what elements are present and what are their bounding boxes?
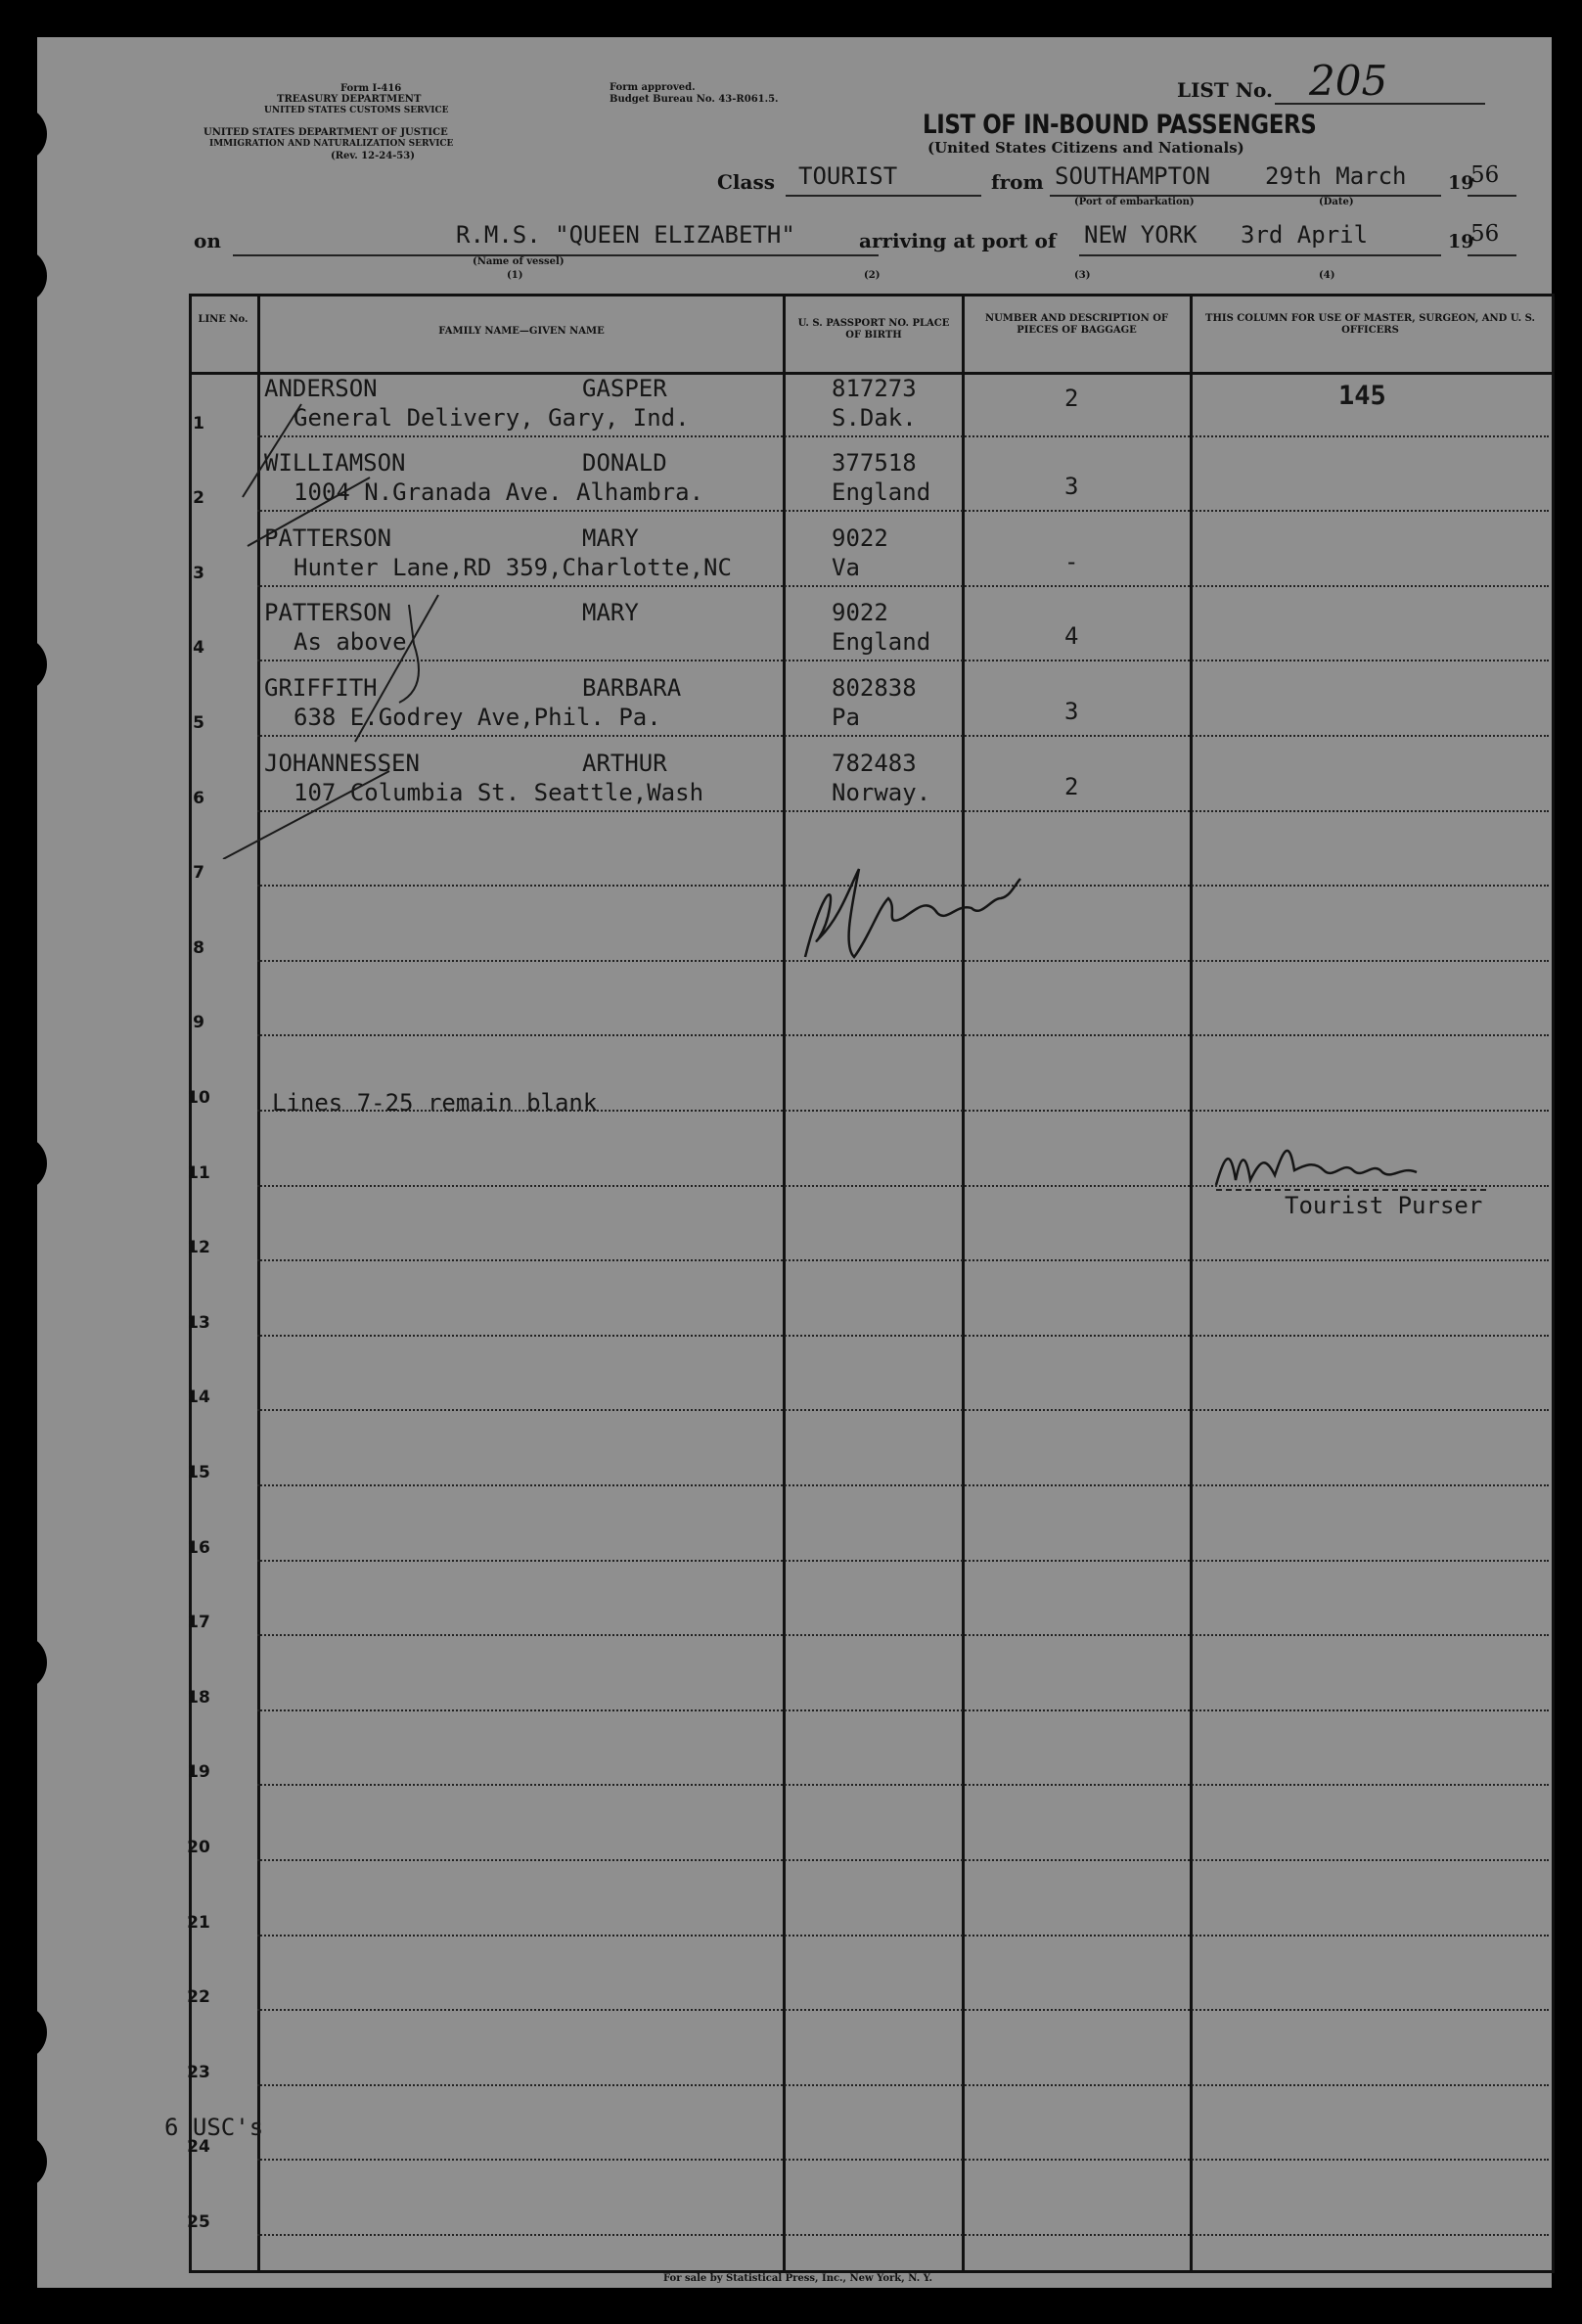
row-divider (257, 1634, 1549, 1636)
line-number: 20 (187, 1838, 210, 1857)
passenger-family-name: PATTERSON (264, 599, 392, 627)
passenger-address: 638 E.Godrey Ave,Phil. Pa. (294, 704, 661, 731)
line-number: 15 (187, 1463, 210, 1482)
remain-blank-note: Lines 7-25 remain blank (272, 1089, 598, 1116)
passenger-passport: 802838 (832, 674, 917, 702)
year-prefix: 19 (1448, 172, 1474, 194)
col-index-2: (2) (864, 270, 881, 281)
page-title: LIST OF IN-BOUND PASSENGERS (923, 110, 1317, 140)
passenger-family-name: GRIFFITH (264, 674, 378, 702)
row-divider (257, 2009, 1549, 2011)
passenger-baggage: - (1064, 547, 1079, 575)
binder-hole (0, 1634, 47, 1691)
passenger-address: 107 Columbia St. Seattle,Wash (294, 778, 704, 806)
binder-hole (0, 1135, 47, 1192)
passenger-passport: 9022 (832, 599, 888, 627)
passenger-given-name: ARTHUR (582, 749, 667, 777)
passenger-address: Hunter Lane,RD 359,Charlotte,NC (294, 553, 732, 581)
row-divider (257, 1935, 1549, 1937)
year-value: 56 (1470, 162, 1500, 188)
page-subtitle: (United States Citizens and Nationals) (927, 139, 1244, 157)
header-officers: THIS COLUMN FOR USE OF MASTER, SURGEON, AND U. S. OFFICERS (1205, 313, 1535, 336)
line-number: 3 (193, 563, 204, 583)
passenger-birthplace: England (832, 478, 931, 507)
row-divider (257, 1335, 1549, 1337)
from-port: SOUTHAMPTON (1055, 162, 1210, 190)
from-date: 29th March (1265, 162, 1407, 190)
passenger-birthplace: S.Dak. (832, 403, 917, 432)
row-divider (257, 1034, 1549, 1036)
line-number: 19 (187, 1762, 210, 1783)
revision: (Rev. 12-24-53) (331, 151, 415, 161)
budget-bureau: Budget Bureau No. 43-R061.5. (610, 94, 779, 105)
line-number: 4 (193, 638, 204, 659)
vessel-caption: (Name of vessel) (473, 256, 565, 267)
treasury-dept: TREASURY DEPARTMENT (277, 94, 422, 105)
passenger-family-name: WILLIAMSON (264, 449, 406, 478)
year-value-2: 56 (1470, 221, 1500, 247)
passenger-baggage: 3 (1064, 698, 1079, 725)
passenger-address: General Delivery, Gary, Ind. (294, 403, 690, 432)
passenger-passport: 9022 (832, 524, 888, 552)
binder-hole (0, 636, 47, 693)
binder-hole (0, 2004, 47, 2061)
passenger-passport: 782483 (832, 749, 917, 777)
row-divider (257, 1560, 1549, 1562)
from-label: from (991, 170, 1044, 194)
line-number: 22 (187, 1987, 210, 2008)
row-divider (257, 1259, 1549, 1261)
passenger-baggage: 4 (1064, 622, 1079, 651)
passenger-given-name: MARY (582, 599, 639, 627)
line-number: 17 (187, 1613, 210, 1633)
passenger-birthplace: Pa (832, 704, 860, 731)
passenger-given-name: MARY (582, 524, 639, 552)
header-name: FAMILY NAME—GIVEN NAME (438, 326, 605, 337)
line-number: 8 (193, 937, 204, 958)
list-label: LIST No. (1177, 78, 1273, 102)
passenger-address: As above (294, 628, 407, 657)
class-label: Class (717, 170, 775, 194)
year-prefix-2: 19 (1448, 231, 1474, 252)
line-number: 9 (193, 1013, 204, 1033)
passenger-birthplace: Va (832, 553, 860, 581)
line-number: 21 (187, 1912, 210, 1933)
passenger-baggage: 2 (1064, 384, 1079, 412)
customs-service: UNITED STATES CUSTOMS SERVICE (264, 106, 449, 115)
passenger-address: 1004 N.Granada Ave. Alhambra. (294, 478, 704, 507)
line-number: 18 (187, 1687, 210, 1708)
passenger-passport: 817273 (832, 374, 917, 402)
arrival-port: NEW YORK (1084, 221, 1198, 249)
header-line-no: LINE No. (198, 314, 249, 325)
purser-title: Tourist Purser (1285, 1192, 1483, 1219)
officer-mark: 145 (1338, 380, 1386, 411)
row-divider (257, 1859, 1549, 1861)
passenger-family-name: ANDERSON (264, 374, 378, 402)
line-number: 5 (193, 713, 204, 733)
row-divider (257, 2234, 1549, 2236)
inspector-signature (791, 840, 1045, 986)
arrival-date: 3rd April (1241, 221, 1369, 249)
line-number: 1 (193, 413, 204, 433)
line-number: 7 (193, 863, 204, 884)
checkmarks-drawing (184, 350, 830, 859)
port-caption: (Port of embarkation) (1074, 197, 1195, 207)
usc-note: 6 USC's (164, 2114, 264, 2141)
line-number: 24 (187, 2137, 210, 2158)
binder-hole (0, 248, 47, 304)
row-divider (257, 1409, 1549, 1411)
passenger-passport: 377518 (832, 449, 917, 478)
row-divider (257, 1709, 1549, 1711)
binder-hole (0, 2133, 47, 2190)
row-divider (257, 1784, 1549, 1786)
justice-dept: UNITED STATES DEPARTMENT OF JUSTICE (203, 127, 448, 138)
footer-note: For sale by Statistical Press, Inc., New York, N. Y. (663, 2273, 932, 2284)
line-number: 16 (187, 1537, 210, 1558)
line-number: 25 (187, 2212, 210, 2232)
date-caption: (Date) (1319, 197, 1354, 207)
line-number: 13 (187, 1312, 210, 1333)
document-page (37, 37, 1552, 2288)
row-divider (257, 2084, 1549, 2086)
passenger-given-name: DONALD (582, 449, 667, 478)
row-divider (257, 1484, 1549, 1486)
binder-hole (0, 106, 47, 162)
class-value: TOURIST (798, 162, 898, 190)
list-number: 205 (1309, 57, 1388, 105)
ins-service: IMMIGRATION AND NATURALIZATION SERVICE (209, 139, 454, 149)
line-number: 14 (187, 1388, 210, 1408)
arriving-label: arriving at port of (859, 229, 1057, 252)
line-number: 10 (187, 1088, 210, 1108)
passenger-given-name: GASPER (582, 374, 667, 402)
col-index-3: (3) (1074, 270, 1091, 281)
line-number: 11 (187, 1162, 210, 1183)
line-number: 23 (187, 2062, 210, 2082)
line-number: 2 (193, 488, 204, 509)
passenger-baggage: 2 (1064, 772, 1079, 800)
vessel-name: R.M.S. "QUEEN ELIZABETH" (456, 221, 795, 249)
header-passport: U. S. PASSPORT NO. PLACE OF BIRTH (797, 318, 950, 341)
line-number: 6 (193, 788, 204, 808)
passenger-baggage: 3 (1064, 473, 1079, 501)
form-approved: Form approved. (610, 82, 696, 93)
passenger-birthplace: Norway. (832, 778, 931, 806)
on-label: on (194, 229, 221, 252)
passenger-birthplace: England (832, 628, 931, 657)
col-index-1: (1) (507, 270, 523, 281)
passenger-family-name: JOHANNESSEN (264, 749, 420, 777)
line-number: 12 (187, 1238, 210, 1258)
passenger-family-name: PATTERSON (264, 524, 392, 552)
passenger-given-name: BARBARA (582, 674, 682, 702)
col-index-4: (4) (1319, 270, 1335, 281)
header-baggage: NUMBER AND DESCRIPTION OF PIECES OF BAGGAGE (984, 313, 1169, 336)
row-divider (257, 2159, 1549, 2161)
form-number: Form I-416 (340, 83, 402, 94)
